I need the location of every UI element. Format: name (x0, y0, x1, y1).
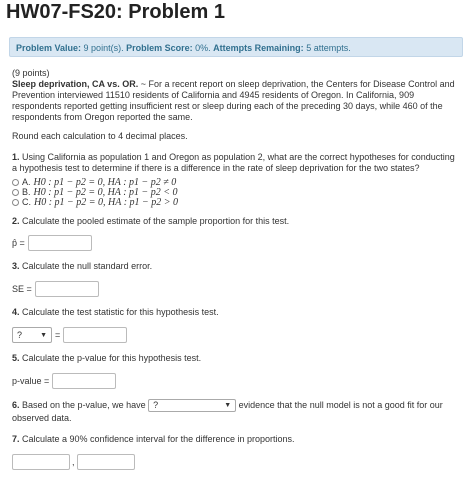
ci-comma: , (72, 456, 75, 467)
question-4 (12, 307, 462, 343)
option-c-label: C. (22, 196, 31, 207)
question-1-number: 1. (12, 152, 20, 162)
test-statistic-input[interactable] (63, 327, 127, 343)
chevron-down-icon: ▼ (40, 331, 47, 339)
problem-statement (12, 79, 462, 123)
p-value-label: p-value = (12, 375, 50, 386)
question-2-text (12, 216, 462, 227)
question-5-prompt: Calculate the p-value for this hypothesis test. (19, 353, 202, 363)
question-6-number: 6. (12, 400, 20, 410)
question-5-number: 5. (12, 353, 20, 363)
problem-points: (9 points) (12, 68, 50, 78)
problem-score-label: Problem Score: (126, 43, 193, 53)
p-value-input[interactable] (52, 373, 116, 389)
question-7-text (12, 434, 462, 445)
confidence-interval-row (12, 454, 462, 470)
option-a[interactable] (12, 177, 462, 187)
ci-lower-input[interactable] (12, 454, 70, 470)
standard-error-row (12, 281, 462, 297)
pooled-estimate-row (12, 235, 462, 251)
problem-value: 9 point(s). (83, 43, 124, 53)
question-1 (12, 152, 462, 207)
question-2 (12, 216, 462, 251)
question-5-text (12, 353, 462, 364)
problem-value-label: Problem Value: (16, 43, 82, 53)
pooled-estimate-label: p̂ = (12, 237, 25, 248)
p-value-row (12, 373, 462, 389)
test-statistic-select[interactable] (12, 327, 52, 343)
pooled-estimate-input[interactable] (28, 235, 92, 251)
option-c[interactable] (12, 197, 462, 207)
option-b-label: B. (22, 186, 31, 197)
standard-error-label: SE = (12, 283, 32, 294)
option-b-expr: H0 : p1 − p2 = 0, HA : p1 − p2 < 0 (33, 186, 178, 198)
question-7 (12, 434, 462, 470)
ci-upper-input[interactable] (77, 454, 135, 470)
question-3-prompt: Calculate the null standard error. (19, 261, 153, 271)
test-statistic-select-value: ? (17, 329, 23, 340)
standard-error-input[interactable] (35, 281, 99, 297)
question-6-after: evidence that the null model is not a good fit for our observed data. (12, 400, 443, 424)
radio-c[interactable] (12, 199, 19, 206)
problem-score: 0%. (195, 43, 211, 53)
question-1-prompt: Using California as population 1 and Oregon as population 2, what are the correct hypotheses for conducting a hypothesis test to determine if there is a difference in the rate of sleep deprivation for the two states? (12, 152, 455, 173)
question-4-prompt: Calculate the test statistic for this hypothesis test. (19, 307, 219, 317)
question-7-prompt: Calculate a 90% confidence interval for the difference in proportions. (19, 434, 295, 445)
page-title: HW07-FS20: Problem 1 (6, 1, 225, 23)
question-5 (12, 353, 462, 389)
question-4-number: 4. (12, 307, 20, 317)
question-6 (12, 399, 462, 425)
evidence-select[interactable] (148, 399, 236, 412)
problem-text: ~ For a recent report on sleep deprivation, the Centers for Disease Control and Prevention interviewed 11510 residents of California and 4945 residents of Oregon. In California, 909 respondents reported getting insufficient rest or sleep during each of the preceding 30 days, while 460 of the respondents from Oregon reported the same. (12, 79, 455, 122)
chevron-down-icon: ▼ (224, 402, 232, 410)
option-a-label: A. (22, 176, 31, 187)
option-a-expr: H0 : p1 − p2 = 0, HA : p1 − p2 ≠ 0 (33, 176, 177, 188)
question-3 (12, 261, 462, 297)
question-3-text (12, 261, 462, 272)
evidence-select-value: ? (153, 400, 159, 411)
attempts-remaining: 5 attempts. (306, 43, 351, 53)
question-1-text (12, 152, 462, 174)
test-statistic-equals: = (55, 329, 61, 340)
problem-info-bar (9, 37, 463, 57)
question-6-before: Based on the p-value, we have (19, 400, 146, 410)
question-6-text (12, 399, 462, 425)
question-2-number: 2. (12, 216, 20, 226)
round-note: Round each calculation to 4 decimal places. (12, 131, 188, 141)
test-statistic-row (12, 327, 462, 343)
problem-content (12, 68, 462, 470)
question-3-number: 3. (12, 261, 20, 271)
option-b[interactable] (12, 187, 462, 197)
question-7-number: 7. (12, 434, 20, 445)
radio-b[interactable] (12, 189, 19, 196)
problem-title: Sleep deprivation, CA vs. OR. (12, 79, 139, 89)
question-2-prompt: Calculate the pooled estimate of the sample proportion for this test. (19, 216, 290, 226)
attempts-label: Attempts Remaining: (213, 43, 304, 53)
question-4-text (12, 307, 462, 318)
option-c-expr: H0 : p1 − p2 = 0, HA : p1 − p2 > 0 (34, 196, 179, 208)
radio-a[interactable] (12, 179, 19, 186)
